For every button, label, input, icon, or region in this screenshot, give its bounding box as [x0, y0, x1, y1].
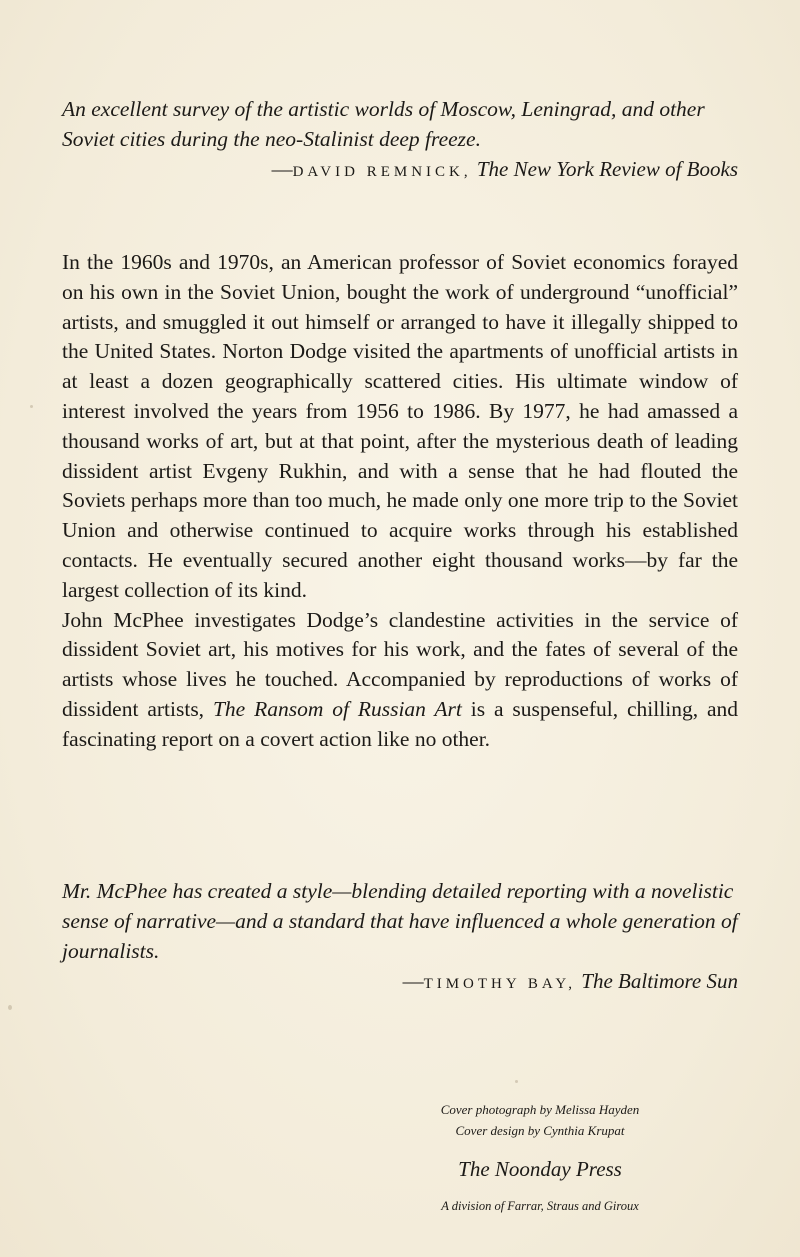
- attribution-author: TIMOTHY BAY,: [423, 976, 577, 992]
- paragraph-2-text-end: is a suspenseful, chilling, and fascinating report on a covert action like no other.: [62, 696, 738, 751]
- cover-credits: [340, 1099, 740, 1215]
- attribution-dash: —: [271, 157, 293, 181]
- review-quote-remnick: [62, 94, 738, 187]
- quote-text: Mr. McPhee has created a style—blending detailed reporting with a novelistic sense of narrative—and a standard that have influenced a whole generation of journalists.: [62, 879, 738, 963]
- publisher-division: A division of Farrar, Straus and Giroux: [441, 1199, 639, 1213]
- book-description: [62, 248, 738, 755]
- quote-attribution: [62, 154, 738, 187]
- attribution-publication: The New York Review of Books: [476, 157, 738, 181]
- photo-credit: Cover photograph by Melissa Hayden: [440, 1102, 640, 1117]
- quote-attribution: [62, 966, 738, 999]
- paragraph-2-text-start: John McPhee investigates Dodge’s clandestine activities in the service of dissident Soviet art, his motives for his work, and the fates of several of the artists whose lives he touched. Accompanied by reproductions of works of dissident artists,: [62, 607, 738, 721]
- attribution-dash: —: [402, 969, 424, 993]
- paper-speck: [30, 405, 33, 408]
- attribution-publication: The Baltimore Sun: [581, 969, 738, 993]
- paper-speck: [515, 1080, 518, 1083]
- publisher-name: The Noonday Press: [458, 1157, 622, 1181]
- attribution-author: DAVID REMNICK,: [292, 164, 472, 180]
- design-credit: Cover design by Cynthia Krupat: [455, 1123, 625, 1138]
- paper-speck: [8, 1005, 12, 1010]
- review-quote-bay: [62, 876, 738, 999]
- description-paragraph-2: [62, 606, 738, 755]
- description-paragraph-1: In the 1960s and 1970s, an American professor of Soviet economics forayed on his own in the Soviet Union, bought the work of underground “unofficial” artists, and smuggled it out himself or arranged to have it illegally shipped to the United States. Norton Dodge visited the apartments of unofficial artists in at least a dozen geographically scattered cities. His ultimate window of interest involved the years from 1956 to 1986. By 1977, he had amassed a thousand works of art, but at that point, after the mysterious death of leading dissident artist Evgeny Rukhin, and with a sense that he had flouted the Soviets perhaps more than too much, he made only one more trip to the Soviet Union and otherwise continued to acquire works through his established contacts. He eventually secured another eight thousand works—by far the largest collection of its kind.: [62, 250, 738, 602]
- quote-text: An excellent survey of the artistic worlds of Moscow, Leningrad, and other Soviet cities during the neo-Stalinist deep freeze.: [62, 97, 705, 151]
- book-title: The Ransom of Russian Art: [212, 696, 462, 721]
